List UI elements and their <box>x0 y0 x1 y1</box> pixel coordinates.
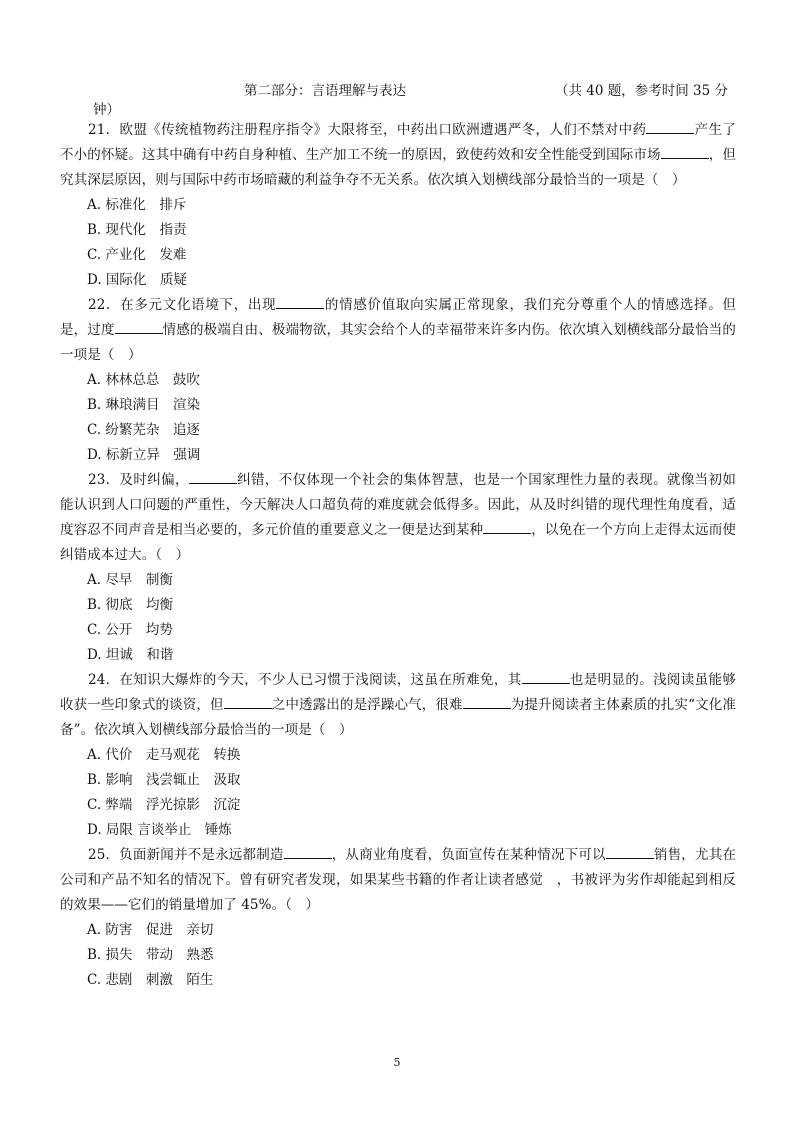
option-21-c: C. 产业化 发难 <box>87 247 187 263</box>
question-23-text-3: ，以免在一个方向上走得太远而使纠错成本过大。（ ） <box>60 522 736 563</box>
question-23-stem <box>60 468 736 568</box>
option-23-b: B. 彻底 均衡 <box>87 597 174 613</box>
option-25-b: B. 损失 带动 熟悉 <box>87 947 214 963</box>
option-25-c: C. 悲剧 刺激 陌生 <box>87 972 214 988</box>
question-24-text-2: 也是明显的。浅阅读虽能够收获一些印象式的谈资，但 <box>60 672 736 713</box>
section-time-note: （共 40 题，参考时间 35 分 <box>555 83 729 99</box>
question-24 <box>60 668 736 843</box>
question-24-text-4: 为提升阅读者主体素质的扎实“文化准备”。依次填入划横线部分最恰当的一项是（ ） <box>60 697 736 738</box>
question-25 <box>60 843 736 993</box>
question-21 <box>60 118 736 293</box>
option-22-d: D. 标新立异 强调 <box>87 447 201 463</box>
question-21-text-2: 产生了不小的怀疑。这其中确有中药自身种植、生产加工不统一的原因，致使药效和安全性能受到国际市场 <box>60 122 736 163</box>
question-25-text-2: ，从商业角度看，负面宣传在某种情况下可以 <box>331 847 606 863</box>
blank-line <box>224 696 272 709</box>
option-24-b: B. 影响 浅尝辄止 汲取 <box>87 772 241 788</box>
question-22-stem <box>60 293 736 368</box>
question-23-text-1: 23．及时纠偏， <box>88 472 189 488</box>
question-22-text-3: 情感的极端自由、极端物欲，其实会给个人的幸福带来许多内伤。依次填入划横线部分最恰当的一项是（ ） <box>60 322 736 363</box>
blank-line <box>661 146 709 159</box>
option-25-a: A. 防害 促进 亲切 <box>87 922 214 938</box>
blank-line <box>284 846 332 859</box>
blank-line <box>276 296 324 309</box>
option-23-c: C. 公开 均势 <box>87 622 173 638</box>
option-23-a: A. 尽早 制衡 <box>87 572 173 588</box>
option-23-d: D. 坦诚 和谐 <box>87 647 174 663</box>
question-list <box>60 118 736 993</box>
blank-line <box>483 521 531 534</box>
question-22 <box>60 293 736 468</box>
option-24-c: C. 弊端 浮光掠影 沉淀 <box>87 797 241 813</box>
option-24-d: D. 局限 言谈举止 锤炼 <box>87 822 232 838</box>
blank-line <box>646 121 694 134</box>
question-23-text-2: 纠错，不仅体现一个社会的集体智慧，也是一个国家理性力量的表现。就像当初如能认识到人口问题的严重性，今天解决人口超负荷的难度就会低得多。因此，从及时纠错的现代理性角度看，适度容忍不同声音是相当必要的，多元价值的重要意义之一便是达到某种 <box>60 472 736 538</box>
blank-line <box>115 321 163 334</box>
question-22-text-2: 的情感价值取向实属正常现象，我们充分尊重个人的情感选择。但是，过度 <box>60 297 736 338</box>
option-21-a: A. 标准化 排斥 <box>87 197 187 213</box>
section-title: 第二部分：言语理解与表达 <box>244 83 406 99</box>
section-time-note-wrap: 钟） <box>93 102 120 118</box>
option-22-c: C. 纷繁芜杂 追逐 <box>87 422 200 438</box>
question-25-text-3: 销售，尤其在公司和产品不知名的情况下。曾有研究者发现，如果某些书籍的作者让读者感觉 ，书被评为劣作却能起到相反的效果——它们的销量增加了 45%。（ ） <box>60 847 736 913</box>
option-22-b: B. 琳琅满目 渲染 <box>87 397 201 413</box>
option-21-d: D. 国际化 质疑 <box>87 272 187 288</box>
question-23 <box>60 468 736 668</box>
option-24-a: A. 代价 走马观花 转换 <box>87 747 241 763</box>
question-22-text-1: 22．在多元文化语境下，出现 <box>88 297 277 313</box>
page-number: 5 <box>393 1056 401 1069</box>
question-24-text-1: 24．在知识大爆炸的今天，不少人已习惯于浅阅读，这虽在所难免，其 <box>88 672 522 688</box>
blank-line <box>463 696 511 709</box>
question-25-text-1: 25．负面新闻并不是永远都制造 <box>88 847 284 863</box>
blank-line <box>522 671 570 684</box>
blank-line <box>606 846 654 859</box>
option-22-a: A. 林林总总 鼓吹 <box>87 372 200 388</box>
option-21-b: B. 现代化 指责 <box>87 222 187 238</box>
blank-line <box>189 471 237 484</box>
question-21-text-3: ，但究其深层原因，则与国际中药市场暗藏的利益争夺不无关系。依次填入划横线部分最恰当的一项是（ ） <box>60 147 736 188</box>
question-24-stem <box>60 668 736 743</box>
question-21-text-1: 21．欧盟《传统植物药注册程序指令》大限将至，中药出口欧洲遭遇严冬，人们不禁对中药 <box>88 122 647 138</box>
question-24-text-3: 之中透露出的是浮躁心气，很难 <box>271 697 463 713</box>
question-21-stem <box>60 118 736 193</box>
question-25-stem <box>60 843 736 918</box>
